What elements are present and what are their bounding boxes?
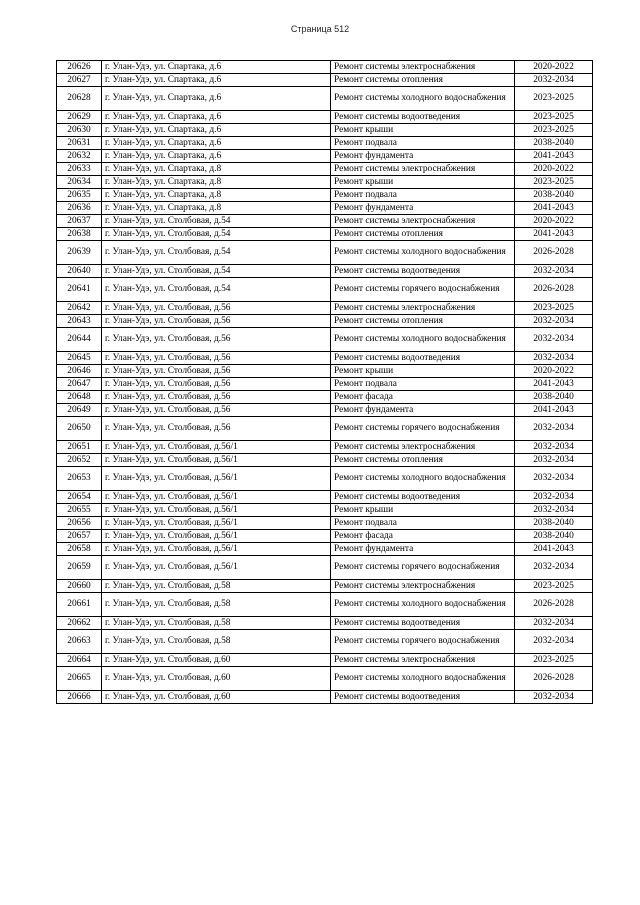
work-type-cell: Ремонт системы горячего водоснабжения	[331, 278, 515, 302]
row-number-cell: 20634	[57, 176, 102, 189]
work-type-cell: Ремонт фундамента	[331, 150, 515, 163]
period-cell: 2038-2040	[515, 530, 593, 543]
period-cell: 2032-2034	[515, 556, 593, 580]
table-row	[57, 189, 593, 202]
table-row	[57, 391, 593, 404]
period-cell: 2032-2034	[515, 454, 593, 467]
table-row	[57, 617, 593, 630]
address-cell: г. Улан-Удэ, ул. Столбовая, д.54	[102, 265, 331, 278]
address-cell: г. Улан-Удэ, ул. Столбовая, д.56/1	[102, 454, 331, 467]
address-cell: г. Улан-Удэ, ул. Столбовая, д.56	[102, 352, 331, 365]
table-row	[57, 278, 593, 302]
work-type-cell: Ремонт крыши	[331, 176, 515, 189]
table-row	[57, 137, 593, 150]
row-number-cell: 20627	[57, 74, 102, 87]
repair-schedule-table	[56, 60, 593, 704]
row-number-cell: 20654	[57, 491, 102, 504]
table-row	[57, 111, 593, 124]
row-number-cell: 20645	[57, 352, 102, 365]
work-type-cell: Ремонт системы горячего водоснабжения	[331, 630, 515, 654]
address-cell: г. Улан-Удэ, ул. Столбовая, д.54	[102, 278, 331, 302]
row-number-cell: 20659	[57, 556, 102, 580]
period-cell: 2023-2025	[515, 302, 593, 315]
table-row	[57, 265, 593, 278]
work-type-cell: Ремонт системы электроснабжения	[331, 580, 515, 593]
address-cell: г. Улан-Удэ, ул. Столбовая, д.58	[102, 593, 331, 617]
row-number-cell: 20626	[57, 61, 102, 74]
period-cell: 2026-2028	[515, 241, 593, 265]
row-number-cell: 20660	[57, 580, 102, 593]
address-cell: г. Улан-Удэ, ул. Столбовая, д.60	[102, 654, 331, 667]
row-number-cell: 20630	[57, 124, 102, 137]
table-row	[57, 202, 593, 215]
table-row	[57, 691, 593, 704]
period-cell: 2032-2034	[515, 630, 593, 654]
address-cell: г. Улан-Удэ, ул. Спартака, д.6	[102, 61, 331, 74]
row-number-cell: 20629	[57, 111, 102, 124]
work-type-cell: Ремонт системы электроснабжения	[331, 302, 515, 315]
row-number-cell: 20644	[57, 328, 102, 352]
work-type-cell: Ремонт фундамента	[331, 202, 515, 215]
period-cell: 2032-2034	[515, 352, 593, 365]
table-row	[57, 491, 593, 504]
work-type-cell: Ремонт системы электроснабжения	[331, 61, 515, 74]
address-cell: г. Улан-Удэ, ул. Столбовая, д.56	[102, 365, 331, 378]
work-type-cell: Ремонт фундамента	[331, 543, 515, 556]
row-number-cell: 20643	[57, 315, 102, 328]
row-number-cell: 20665	[57, 667, 102, 691]
work-type-cell: Ремонт системы отопления	[331, 228, 515, 241]
period-cell: 2026-2028	[515, 667, 593, 691]
period-cell: 2041-2043	[515, 378, 593, 391]
work-type-cell: Ремонт подвала	[331, 137, 515, 150]
row-number-cell: 20639	[57, 241, 102, 265]
period-cell: 2038-2040	[515, 517, 593, 530]
row-number-cell: 20641	[57, 278, 102, 302]
work-type-cell: Ремонт системы электроснабжения	[331, 163, 515, 176]
address-cell: г. Улан-Удэ, ул. Спартака, д.6	[102, 111, 331, 124]
period-cell: 2038-2040	[515, 137, 593, 150]
row-number-cell: 20631	[57, 137, 102, 150]
work-type-cell: Ремонт подвала	[331, 378, 515, 391]
address-cell: г. Улан-Удэ, ул. Столбовая, д.54	[102, 228, 331, 241]
period-cell: 2023-2025	[515, 176, 593, 189]
row-number-cell: 20637	[57, 215, 102, 228]
table-row	[57, 530, 593, 543]
address-cell: г. Улан-Удэ, ул. Столбовая, д.56/1	[102, 441, 331, 454]
period-cell: 2041-2043	[515, 150, 593, 163]
table-row	[57, 630, 593, 654]
table-row	[57, 517, 593, 530]
work-type-cell: Ремонт системы отопления	[331, 454, 515, 467]
work-type-cell: Ремонт системы горячего водоснабжения	[331, 417, 515, 441]
address-cell: г. Улан-Удэ, ул. Столбовая, д.56	[102, 302, 331, 315]
period-cell: 2032-2034	[515, 328, 593, 352]
address-cell: г. Улан-Удэ, ул. Спартака, д.8	[102, 176, 331, 189]
table-row	[57, 241, 593, 265]
work-type-cell: Ремонт системы водоотведения	[331, 617, 515, 630]
row-number-cell: 20653	[57, 467, 102, 491]
address-cell: г. Улан-Удэ, ул. Столбовая, д.56/1	[102, 556, 331, 580]
address-cell: г. Улан-Удэ, ул. Спартака, д.6	[102, 124, 331, 137]
address-cell: г. Улан-Удэ, ул. Столбовая, д.56	[102, 391, 331, 404]
table-row	[57, 150, 593, 163]
row-number-cell: 20661	[57, 593, 102, 617]
table-row	[57, 504, 593, 517]
period-cell: 2023-2025	[515, 580, 593, 593]
table-row	[57, 315, 593, 328]
work-type-cell: Ремонт подвала	[331, 189, 515, 202]
row-number-cell: 20663	[57, 630, 102, 654]
work-type-cell: Ремонт системы водоотведения	[331, 491, 515, 504]
period-cell: 2032-2034	[515, 315, 593, 328]
period-cell: 2032-2034	[515, 491, 593, 504]
period-cell: 2041-2043	[515, 202, 593, 215]
work-type-cell: Ремонт системы отопления	[331, 74, 515, 87]
period-cell: 2023-2025	[515, 87, 593, 111]
period-cell: 2038-2040	[515, 391, 593, 404]
table-row	[57, 580, 593, 593]
address-cell: г. Улан-Удэ, ул. Столбовая, д.56/1	[102, 491, 331, 504]
table-row	[57, 124, 593, 137]
work-type-cell: Ремонт системы электроснабжения	[331, 215, 515, 228]
address-cell: г. Улан-Удэ, ул. Столбовая, д.56	[102, 417, 331, 441]
work-type-cell: Ремонт системы горячего водоснабжения	[331, 556, 515, 580]
row-number-cell: 20649	[57, 404, 102, 417]
row-number-cell: 20640	[57, 265, 102, 278]
period-cell: 2032-2034	[515, 504, 593, 517]
table-row	[57, 654, 593, 667]
work-type-cell: Ремонт системы отопления	[331, 315, 515, 328]
work-type-cell: Ремонт системы холодного водоснабжения	[331, 667, 515, 691]
work-type-cell: Ремонт системы холодного водоснабжения	[331, 328, 515, 352]
period-cell: 2020-2022	[515, 365, 593, 378]
period-cell: 2041-2043	[515, 543, 593, 556]
table-row	[57, 378, 593, 391]
period-cell: 2023-2025	[515, 124, 593, 137]
table-row	[57, 215, 593, 228]
address-cell: г. Улан-Удэ, ул. Спартака, д.6	[102, 87, 331, 111]
address-cell: г. Улан-Удэ, ул. Столбовая, д.56/1	[102, 467, 331, 491]
work-type-cell: Ремонт крыши	[331, 504, 515, 517]
row-number-cell: 20650	[57, 417, 102, 441]
row-number-cell: 20651	[57, 441, 102, 454]
work-type-cell: Ремонт системы холодного водоснабжения	[331, 87, 515, 111]
address-cell: г. Улан-Удэ, ул. Столбовая, д.60	[102, 667, 331, 691]
table-row	[57, 74, 593, 87]
row-number-cell: 20633	[57, 163, 102, 176]
work-type-cell: Ремонт фасада	[331, 530, 515, 543]
table-row	[57, 163, 593, 176]
period-cell: 2023-2025	[515, 111, 593, 124]
page-number-header: Страница 512	[290, 24, 350, 34]
work-type-cell: Ремонт системы холодного водоснабжения	[331, 241, 515, 265]
row-number-cell: 20646	[57, 365, 102, 378]
table-row	[57, 467, 593, 491]
work-type-cell: Ремонт фасада	[331, 391, 515, 404]
table-row	[57, 556, 593, 580]
period-cell: 2032-2034	[515, 467, 593, 491]
address-cell: г. Улан-Удэ, ул. Столбовая, д.56	[102, 404, 331, 417]
address-cell: г. Улан-Удэ, ул. Спартака, д.6	[102, 74, 331, 87]
table-row	[57, 454, 593, 467]
address-cell: г. Улан-Удэ, ул. Столбовая, д.56	[102, 328, 331, 352]
table-body	[57, 61, 593, 704]
row-number-cell: 20642	[57, 302, 102, 315]
row-number-cell: 20664	[57, 654, 102, 667]
table-row	[57, 365, 593, 378]
address-cell: г. Улан-Удэ, ул. Столбовая, д.54	[102, 215, 331, 228]
address-cell: г. Улан-Удэ, ул. Столбовая, д.58	[102, 580, 331, 593]
table-row	[57, 441, 593, 454]
address-cell: г. Улан-Удэ, ул. Столбовая, д.56/1	[102, 530, 331, 543]
work-type-cell: Ремонт подвала	[331, 517, 515, 530]
period-cell: 2020-2022	[515, 163, 593, 176]
address-cell: г. Улан-Удэ, ул. Столбовая, д.56	[102, 378, 331, 391]
table-row	[57, 228, 593, 241]
period-cell: 2023-2025	[515, 654, 593, 667]
address-cell: г. Улан-Удэ, ул. Столбовая, д.56/1	[102, 517, 331, 530]
address-cell: г. Улан-Удэ, ул. Спартака, д.6	[102, 150, 331, 163]
work-type-cell: Ремонт крыши	[331, 124, 515, 137]
work-type-cell: Ремонт системы холодного водоснабжения	[331, 467, 515, 491]
address-cell: г. Улан-Удэ, ул. Столбовая, д.56/1	[102, 543, 331, 556]
period-cell: 2026-2028	[515, 278, 593, 302]
work-type-cell: Ремонт системы электроснабжения	[331, 441, 515, 454]
address-cell: г. Улан-Удэ, ул. Спартака, д.8	[102, 202, 331, 215]
work-type-cell: Ремонт системы водоотведения	[331, 111, 515, 124]
period-cell: 2020-2022	[515, 61, 593, 74]
row-number-cell: 20632	[57, 150, 102, 163]
work-type-cell: Ремонт крыши	[331, 365, 515, 378]
period-cell: 2032-2034	[515, 265, 593, 278]
work-type-cell: Ремонт системы водоотведения	[331, 265, 515, 278]
address-cell: г. Улан-Удэ, ул. Столбовая, д.60	[102, 691, 331, 704]
table-row	[57, 593, 593, 617]
work-type-cell: Ремонт системы электроснабжения	[331, 654, 515, 667]
table-row	[57, 87, 593, 111]
address-cell: г. Улан-Удэ, ул. Спартака, д.6	[102, 137, 331, 150]
period-cell: 2038-2040	[515, 189, 593, 202]
work-type-cell: Ремонт фундамента	[331, 404, 515, 417]
row-number-cell: 20638	[57, 228, 102, 241]
period-cell: 2041-2043	[515, 404, 593, 417]
table-row	[57, 417, 593, 441]
row-number-cell: 20635	[57, 189, 102, 202]
table-row	[57, 61, 593, 74]
table-row	[57, 352, 593, 365]
table-row	[57, 404, 593, 417]
address-cell: г. Улан-Удэ, ул. Столбовая, д.54	[102, 241, 331, 265]
period-cell: 2026-2028	[515, 593, 593, 617]
row-number-cell: 20656	[57, 517, 102, 530]
period-cell: 2032-2034	[515, 441, 593, 454]
table-row	[57, 543, 593, 556]
address-cell: г. Улан-Удэ, ул. Столбовая, д.58	[102, 630, 331, 654]
period-cell: 2032-2034	[515, 691, 593, 704]
row-number-cell: 20666	[57, 691, 102, 704]
address-cell: г. Улан-Удэ, ул. Столбовая, д.58	[102, 617, 331, 630]
row-number-cell: 20658	[57, 543, 102, 556]
row-number-cell: 20655	[57, 504, 102, 517]
row-number-cell: 20662	[57, 617, 102, 630]
row-number-cell: 20636	[57, 202, 102, 215]
work-type-cell: Ремонт системы холодного водоснабжения	[331, 593, 515, 617]
period-cell: 2032-2034	[515, 617, 593, 630]
period-cell: 2020-2022	[515, 215, 593, 228]
table-row	[57, 176, 593, 189]
address-cell: г. Улан-Удэ, ул. Столбовая, д.56	[102, 315, 331, 328]
table-row	[57, 328, 593, 352]
row-number-cell: 20652	[57, 454, 102, 467]
table-row	[57, 667, 593, 691]
period-cell: 2032-2034	[515, 74, 593, 87]
table-row	[57, 302, 593, 315]
row-number-cell: 20657	[57, 530, 102, 543]
work-type-cell: Ремонт системы водоотведения	[331, 352, 515, 365]
row-number-cell: 20628	[57, 87, 102, 111]
row-number-cell: 20647	[57, 378, 102, 391]
address-cell: г. Улан-Удэ, ул. Столбовая, д.56/1	[102, 504, 331, 517]
period-cell: 2041-2043	[515, 228, 593, 241]
work-type-cell: Ремонт системы водоотведения	[331, 691, 515, 704]
address-cell: г. Улан-Удэ, ул. Спартака, д.8	[102, 189, 331, 202]
row-number-cell: 20648	[57, 391, 102, 404]
address-cell: г. Улан-Удэ, ул. Спартака, д.8	[102, 163, 331, 176]
period-cell: 2032-2034	[515, 417, 593, 441]
